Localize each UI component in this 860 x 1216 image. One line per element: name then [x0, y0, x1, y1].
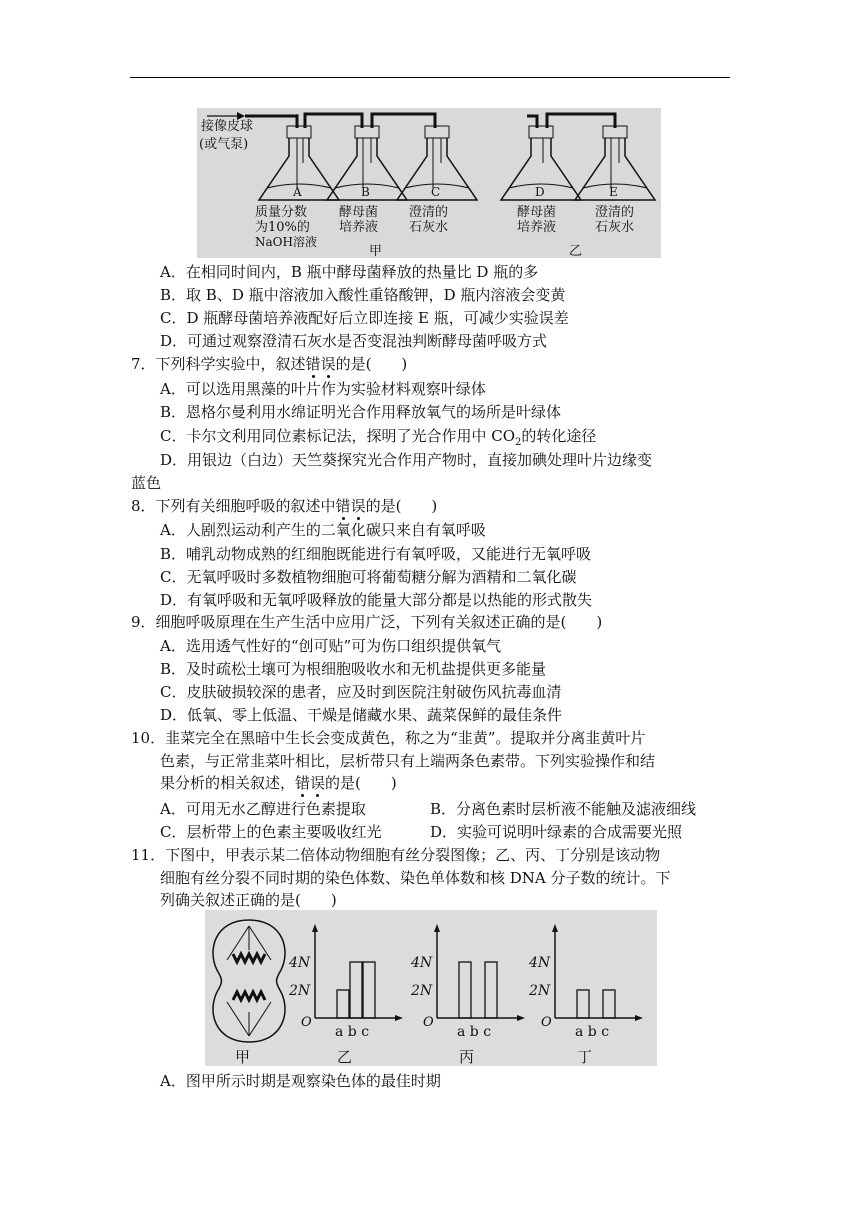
- flask-letter-d: D: [535, 185, 545, 199]
- chart-name-2: 丁: [577, 1048, 593, 1066]
- q11-option-a: A．图甲所示时期是观察染色体的最佳时期: [160, 1072, 441, 1090]
- origin-1: O: [423, 1015, 434, 1030]
- group-jia-label: 甲: [369, 244, 383, 258]
- q6-option-a: A．在相同时间内，B 瓶中酵母菌释放的热量比 D 瓶的多: [160, 263, 539, 281]
- chart-name-1: 丙: [459, 1048, 475, 1066]
- q8-option-c: C．无氧呼吸时多数植物细胞可将葡萄糖分解为酒精和二氧化碳: [160, 568, 577, 586]
- apparatus-figure: [197, 108, 661, 258]
- caption-b-1: 酵母菌: [339, 205, 379, 220]
- q9-option-b: B．及时疏松土壤可为根细胞吸收水和无机盐提供更多能量: [160, 660, 547, 678]
- x-arrow-1: [517, 1015, 525, 1021]
- x-labels-0: a b c: [335, 1024, 370, 1040]
- bar-乙-c: [363, 962, 375, 1018]
- q7-option-a: A．可以选用黑藻的叶片作为实验材料观察叶绿体: [160, 380, 486, 398]
- caption-a-2: 为10%的: [255, 220, 310, 235]
- y-tick-4n-0: 4N: [289, 955, 311, 971]
- mitosis-figure: [205, 910, 657, 1066]
- flask-letter-e: E: [609, 185, 618, 199]
- header-rule: [130, 77, 730, 78]
- caption-b-2: 培养液: [339, 220, 379, 235]
- q9-stem: 9．细胞呼吸原理在生产生活中应用广泛，下列有关叙述正确的是( ): [131, 613, 603, 631]
- bar-丁-c: [603, 990, 615, 1018]
- caption-d-2: 培养液: [517, 220, 557, 235]
- y-arrow-0: [312, 924, 318, 932]
- q8-stem: 8．下列有关细胞呼吸的叙述中错误的是( ): [131, 497, 438, 515]
- q8-option-d: D．有氧呼吸和无氧呼吸释放的能量大部分都是以热能的形式散失: [160, 591, 593, 609]
- bar-乙-b: [350, 962, 362, 1018]
- caption-c-1: 澄清的: [409, 205, 449, 220]
- q6-option-c: C．D 瓶酵母菌培养液配好后立即连接 E 瓶，可减少实验误差: [160, 309, 569, 327]
- q9-option-c: C．皮肤破损较深的患者，应及时到医院注射破伤风抗毒血清: [160, 683, 562, 701]
- q6-option-b: B．取 B、D 瓶中溶液加入酸性重铬酸钾，D 瓶内溶液会变黄: [160, 286, 566, 304]
- q10-option-c: C．层析带上的色素主要吸收红光: [160, 823, 382, 841]
- x-labels-2: a b c: [575, 1024, 610, 1040]
- caption-a-1: 质量分数: [255, 205, 308, 220]
- q10-stem-line1: 10．韭菜完全在黑暗中生长会变成黄色，称之为“韭黄”。提取并分离韭黄叶片: [131, 729, 646, 747]
- q8-option-b: B．哺乳动物成熟的红细胞既能进行有氧呼吸，又能进行无氧呼吸: [160, 545, 592, 563]
- x-arrow-2: [635, 1015, 643, 1021]
- q7-option-b: B．恩格尔曼利用水绵证明光合作用释放氧气的场所是叶绿体: [160, 403, 562, 421]
- q7-option-d-line1: D．用银边（白边）天竺葵探究光合作用产物时，直接加碘处理叶片边缘变: [160, 451, 653, 469]
- q9-option-a: A．选用透气性好的“创可贴”可为伤口组织提供氧气: [160, 637, 502, 655]
- group-yi-label: 乙: [569, 244, 583, 258]
- q7-option-c: C．卡尔文利用同位素标记法，探明了光合作用中 $CO_2$的转化途径: [160, 427, 597, 448]
- flask-letter-a: A: [293, 185, 302, 199]
- y-tick-2n-0: 2N: [289, 983, 311, 999]
- cell-jia-drawing: [213, 920, 285, 1042]
- bar-丁-a: [577, 990, 589, 1018]
- y-tick-2n-1: 2N: [411, 983, 433, 999]
- y-tick-2n-2: 2N: [529, 983, 551, 999]
- caption-d-1: 酵母菌: [517, 205, 557, 220]
- flask-letter-b: B: [361, 185, 370, 199]
- q11-stem-line1: 11．下图中，甲表示某二倍体动物细胞有丝分裂图像；乙、丙、丁分别是该动物: [131, 846, 661, 864]
- caption-c-2: 石灰水: [409, 220, 449, 235]
- bar-丙-a: [459, 962, 471, 1018]
- origin-2: O: [541, 1015, 552, 1030]
- caption-a-3: NaOH溶液: [255, 235, 317, 249]
- y-arrow-2: [552, 924, 558, 932]
- origin-0: O: [301, 1015, 312, 1030]
- chart-name-0: 乙: [337, 1048, 353, 1066]
- bar-丙-c: [485, 962, 497, 1018]
- q6-option-d: D．可通过观察澄清石灰水是否变混浊判断酵母菌呼吸方式: [160, 332, 548, 350]
- x-labels-1: a b c: [457, 1024, 492, 1040]
- q11-stem-line3: 列确关叙述正确的是( ): [160, 891, 337, 909]
- pump-label-1: 接像皮球: [201, 119, 254, 134]
- pump-label-2: (或气泵): [199, 137, 249, 152]
- y-tick-4n-1: 4N: [411, 955, 433, 971]
- q10-option-b: B．分离色素时层析液不能触及滤液细线: [430, 800, 697, 818]
- q10-stem-line3: 果分析的相关叙述，错误的是( ): [160, 774, 397, 792]
- y-arrow-1: [434, 924, 440, 932]
- cell-jia-label: 甲: [235, 1048, 251, 1066]
- q10-option-a: A．可用无水乙醇进行色素提取: [160, 800, 366, 818]
- q7-stem: 7．下列科学实验中，叙述错误的是( ): [131, 355, 408, 373]
- q10-option-d: D．实验可说明叶绿素的合成需要光照: [430, 823, 683, 841]
- caption-e-1: 澄清的: [595, 205, 635, 220]
- bar-乙-a: [337, 990, 349, 1018]
- x-arrow-0: [395, 1015, 403, 1021]
- q7-option-d-line2: 蓝色: [131, 474, 162, 492]
- y-tick-4n-2: 4N: [529, 955, 551, 971]
- caption-e-2: 石灰水: [595, 220, 635, 235]
- q9-option-d: D．低氧、零上低温、干燥是储藏水果、蔬菜保鲜的最佳条件: [160, 706, 563, 724]
- q8-option-a: A．人剧烈运动利产生的二氧化碳只来自有氧呼吸: [160, 521, 486, 539]
- q11-stem-line2: 细胞有丝分裂不同时期的染色体数、染色单体数和核 DNA 分子数的统计。下: [160, 869, 671, 887]
- q10-stem-line2: 色素，与正常韭菜叶相比，层析带只有上端两条色素带。下列实验操作和结: [160, 752, 656, 770]
- flask-letter-c: C: [431, 185, 441, 199]
